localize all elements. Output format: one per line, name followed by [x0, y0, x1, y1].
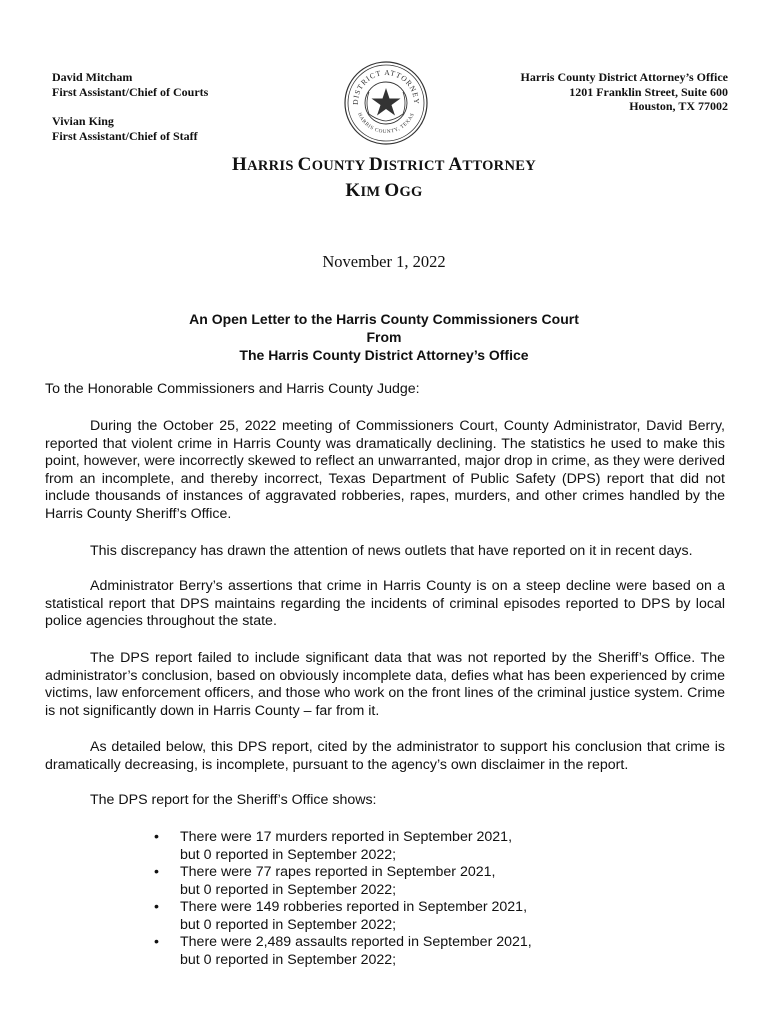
list-item — [154, 864, 532, 899]
letterhead-title — [0, 154, 768, 176]
paragraph-4 — [45, 650, 725, 720]
list-item-line: but 0 reported in September 2022; — [180, 916, 397, 933]
seal-bottom-text: HARRIS COUNTY, TEXAS — [355, 111, 416, 136]
title-rest: ISTRICT — [382, 158, 449, 174]
header-street: 1201 Franklin Street, Suite 600 — [569, 84, 728, 99]
header-name-1: David Mitcham — [52, 70, 133, 84]
header-name-2: Vivian King — [52, 114, 114, 128]
title-cap: A — [448, 154, 463, 175]
statistics-bullet-list — [154, 829, 532, 969]
paragraph-text: The DPS report for the Sheriff’s Office shows: — [90, 792, 377, 808]
title-rest: ARRIS — [247, 158, 298, 174]
name-cap: K — [345, 180, 361, 201]
district-attorney-seal-icon — [343, 60, 429, 146]
letter-subject — [0, 310, 768, 364]
list-item-line: There were 17 murders reported in September 2021, — [180, 829, 513, 845]
bullet-icon: • — [154, 934, 159, 950]
header-title-2: First Assistant/Chief of Staff — [52, 128, 198, 143]
paragraph-text: During the October 25, 2022 meeting of Commissioners Court, County Administrator, David Berry, reported that violent crime in Harris County was dramatically declining. The statistics he used to make this point, however, were incorrectly skewed to reflect an unwarranted, major drop in crime, as they were derived from an incomplete, and thereby incorrect, Texas Department of Public Safety (DPS) report that did not include thousands of instances of aggravated robberies, rapes, murders, and other crimes handled by the Harris County Sheriff’s Office. — [45, 418, 725, 522]
paragraph-3 — [45, 578, 725, 631]
bullet-icon: • — [154, 829, 159, 845]
list-item — [154, 829, 532, 864]
list-item-line: There were 2,489 assaults reported in September 2021, — [180, 934, 532, 950]
letterhead-name — [0, 180, 768, 202]
header-title-1: First Assistant/Chief of Courts — [52, 84, 209, 99]
seal-top-text: DISTRICT ATTORNEY — [350, 67, 422, 106]
letter-date: November 1, 2022 — [322, 252, 446, 271]
header-left-block — [52, 70, 208, 143]
list-item-line: There were 77 rapes reported in September 2021, — [180, 864, 496, 880]
bullet-icon: • — [154, 899, 159, 915]
salutation: To the Honorable Commissioners and Harris County Judge: — [45, 381, 420, 397]
paragraph-text: As detailed below, this DPS report, cited by the administrator to support his conclusion that crime is dramatically decreasing, is incomplete, pursuant to the agency’s own disclaimer in the report. — [45, 739, 725, 773]
paragraph-text: Administrator Berry’s assertions that crime in Harris County is on a steep decline were based on a statistical report that DPS maintains regarding the incidents of criminal episodes reported to DPS by local police agencies throughout the state. — [45, 578, 725, 629]
list-item — [154, 899, 532, 934]
title-rest: TTORNEY — [462, 158, 536, 174]
title-rest: OUNTY — [311, 158, 369, 174]
list-item-line: but 0 reported in September 2022; — [180, 846, 397, 863]
name-rest: IM — [360, 184, 385, 200]
paragraph-text: The DPS report failed to include significant data that was not reported by the Sheriff’s Office. The administrator’s conclusion, based on obviously incomplete data, defies what has been experienced by crime victims, law enforcement officers, and those who work on the front lines of the criminal justice system. Crime is not significantly down in Harris County – far from it. — [45, 650, 725, 719]
paragraph-2 — [45, 543, 725, 561]
name-cap: O — [384, 180, 400, 201]
list-item-line: There were 149 robberies reported in September 2021, — [180, 899, 528, 915]
bullet-icon: • — [154, 864, 159, 880]
title-cap: H — [232, 154, 248, 175]
paragraph-5 — [45, 739, 725, 774]
subject-line-3: The Harris County District Attorney’s Office — [239, 347, 529, 363]
subject-line-1: An Open Letter to the Harris County Commissioners Court — [189, 311, 579, 327]
paragraph-6 — [45, 792, 725, 810]
subject-line-2: From — [366, 329, 402, 345]
list-item-line: but 0 reported in September 2022; — [180, 951, 397, 968]
list-item — [154, 934, 532, 969]
title-cap: D — [368, 154, 383, 175]
paragraph-1 — [45, 418, 725, 523]
title-cap: C — [297, 154, 312, 175]
name-rest: GG — [399, 184, 423, 200]
svg-text:HARRIS COUNTY, TEXAS — [356, 112, 416, 135]
header-right-block — [520, 70, 728, 114]
list-item-line: but 0 reported in September 2022; — [180, 881, 397, 898]
header-office-name: Harris County District Attorney’s Office — [520, 70, 728, 84]
header-city: Houston, TX 77002 — [629, 99, 728, 113]
paragraph-text: This discrepancy has drawn the attention of news outlets that have reported on it in recent days. — [90, 543, 693, 559]
